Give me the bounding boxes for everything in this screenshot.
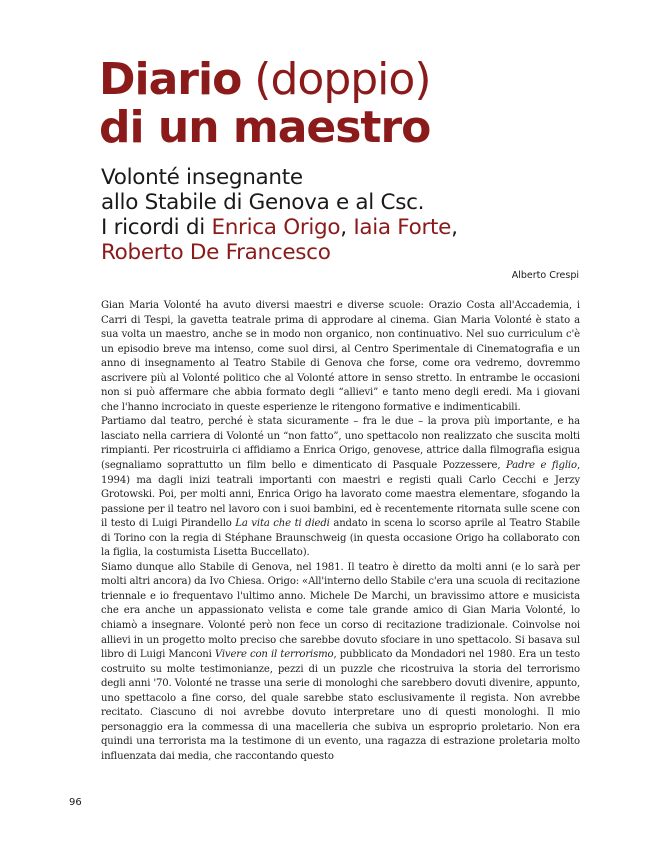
subtitle-name-forte: Iaia Forte bbox=[353, 215, 452, 240]
paragraph-3 bbox=[101, 561, 580, 765]
title-word-doppio: (doppio) bbox=[241, 54, 431, 105]
subtitle-name-origo: Enrica Origo bbox=[211, 215, 341, 240]
page-number: 96 bbox=[69, 797, 82, 808]
subtitle-line-1: Volonté insegnante bbox=[101, 165, 303, 190]
article-title bbox=[99, 56, 579, 152]
paragraph-3-text-a: Siamo dunque allo Stabile di Genova, nel 1981. Il teatro è diretto da molti anni (e lo sarà per molti altri ancora) da Ivo Chiesa. Origo: «All'interno dello Stabile c'era una scuola di recitazione triennale e io frequentavo l'ultimo anno. Michele De Marchi, un bravissimo attore e musicista che era anche un appassionato velista e come tale grande amico di Gian Maria Volonté, lo chiamò a insegnare. Volonté però non fece un corso di recitazione tradizionale. Coinvolse noi allievi in un progetto molto preciso che sarebbe dovuto sfociare in uno spettacolo. Si basava sul libro di Luigi Manconi bbox=[101, 561, 580, 661]
subtitle-line-3 bbox=[101, 215, 581, 240]
paragraph-2-text-a: Partiamo dal teatro, perché è stata sicuramente – fra le due – la prova più importante, e ha lasciato nella carriera di Volonté un “non fatto”, uno spettacolo non realizzato che suscita molti rimpianti. Per ricostruirla ci affidiamo a Enrica Origo, genovese, attrice dalla filmografia esigua (segnaliamo soprattutto un film bello e dimenticato di Pasquale Pozzessere, bbox=[101, 416, 580, 472]
paragraph-1: Gian Maria Volonté ha avuto diversi maestri e diverse scuole: Orazio Costa all'Accademia, i Carri di Tespi, la gavetta teatrale prima di approdare al cinema. Gian Maria Volonté è stato a sua volta un maestro, anche se in modo non organico, non continuativo. Nel suo curriculum c'è un episodio breve ma intenso, come suol dirsi, al Centro Sperimentale di Cinematografia e un anno di insegnamento al Teatro Stabile di Genova che forse, come ora vedremo, dovremmo ascrivere più al Volonté politico che al Volonté attore in senso stretto. In entrambe le occasioni non si può affermare che abbia formato degli “allievi” e tanto meno degli eredi. Ma i giovani che l'hanno incrociato in queste esperienze le ritengono formative e indimenticabili. bbox=[101, 300, 580, 413]
author-byline: Alberto Crespi bbox=[511, 270, 579, 281]
paragraph-2-text-c: andato in scena lo scorso aprile al Teatro Stabile di Torino con la regia di Stéphane Braunschweig (in questa occasione Origo ha collaborato con la figlia, la costumista Lisetta Buccellato). bbox=[101, 518, 580, 559]
article-body bbox=[101, 299, 580, 765]
play-title: La vita che ti diedi bbox=[235, 518, 330, 530]
paragraph-2 bbox=[101, 415, 580, 560]
subtitle-line-2: allo Stabile di Genova e al Csc. bbox=[101, 190, 425, 215]
paragraph-2-text-b: , 1994) ma dagli inizi teatrali importanti con maestri e registi quali Carlo Cecchi e Jerzy Grotowski. Poi, per molti anni, Enrica Origo ha lavorato come maestra elementare, sfogando la passione per il teatro nel lavoro con i suoi bambini, ed è recentemente ritornata sulle scene con il testo di Luigi Pirandello bbox=[101, 460, 580, 530]
subtitle-name-defrancesco: Roberto De Francesco bbox=[101, 240, 331, 265]
title-word-diario: Diario bbox=[99, 54, 242, 105]
paragraph-3-text-b: , pubblicato da Mondadori nel 1980. Era un testo costruito su molte testimonianze, pezzi di un puzzle che ricostruiva la storia del terrorismo degli anni '70. Volonté ne trasse una serie di monologhi che sarebbero dovuti divenire, appunto, uno spettacolo a fine corso, del quale sarebbe stato esclusivamente il regista. Non avrebbe recitato. Ciascuno di noi avrebbe dovuto interpretare uno di questi monologhi. Il mio personaggio era la commessa di una macelleria che subiva un esproprio proletario. Non era quindi una terrorista ma la testimone di un evento, una ragazza di estrazione proletaria molto influenzata dai media, che raccontando questo bbox=[101, 649, 580, 762]
subtitle-prefix: I ricordi di bbox=[101, 215, 212, 240]
book-title: Vivere con il terrorismo bbox=[214, 649, 334, 661]
article-subtitle bbox=[101, 165, 581, 265]
title-line-2: di un maestro bbox=[99, 102, 431, 153]
subtitle-separator: , bbox=[340, 215, 354, 240]
subtitle-comma: , bbox=[451, 215, 458, 240]
film-title-padre-e-figlio: Padre e figlio bbox=[505, 460, 577, 472]
